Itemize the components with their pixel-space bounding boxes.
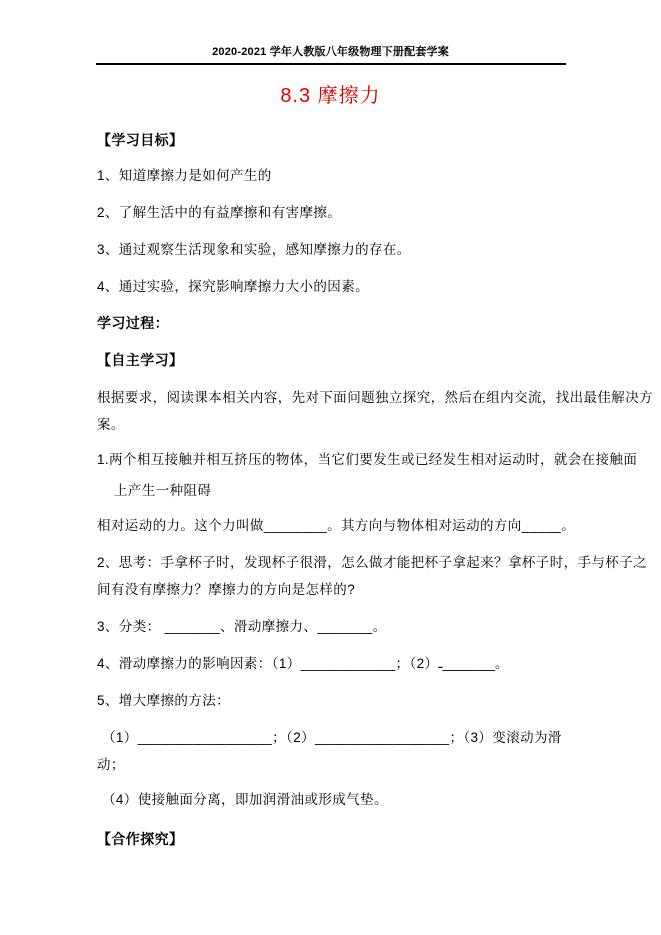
q4-line: 4、滑动摩擦力的影响因素：（1）____________；（2）ـ_______。 (97, 656, 509, 671)
q2-line-1: 2、思考：手拿杯子时，发现杯子很滑，怎么做才能把杯子拿起来？拿杯子时，手与杯子之 (97, 555, 648, 570)
q1-line-2: 上产生一种阻碍 (114, 483, 212, 498)
page-header: 2020-2021 学年人教版八年级物理下册配套学案 (212, 46, 449, 58)
self-study-heading: 【自主学习】 (97, 352, 184, 368)
goal-item-4: 4、通过实验，探究影响摩擦力大小的因素。 (97, 279, 370, 294)
intro-line-1: 根据要求，阅读课本相关内容，先对下面问题独立探究，然后在组内交流，找出最佳解决方 (97, 390, 653, 405)
goal-item-1: 1、知道摩擦力是如何产生的 (97, 168, 272, 183)
q5-heading: 5、增大摩擦的方法： (97, 693, 231, 708)
goal-item-3: 3、通过观察生活现象和实验，感知摩擦力的存在。 (97, 242, 411, 257)
goal-item-2: 2、了解生活中的有益摩擦和有害摩擦。 (97, 205, 342, 220)
q5-line-1: （1）_________________；（2）_________________；（3）变滚动为滑 (102, 730, 562, 745)
q5-line-2: 动； (97, 757, 125, 772)
intro-line-2: 案。 (97, 417, 125, 432)
q1-line-3: 相对运动的力。这个力叫做________。其方向与物体相对运动的方向_____。 (97, 518, 576, 533)
page-title: 8.3 摩擦力 (280, 85, 381, 107)
header-divider (96, 63, 566, 65)
q2-line-2: 间有没有摩擦力？摩擦力的方向是怎样的? (97, 582, 356, 597)
goals-heading: 【学习目标】 (97, 132, 184, 148)
q3-line: 3、分类： _______、滑动摩擦力、_______。 (97, 619, 387, 634)
cooperation-heading: 【合作探究】 (97, 831, 184, 847)
process-heading: 学习过程： (97, 315, 169, 331)
q5-line-3: （4）使接触面分离，即加润滑油或形成气垫。 (102, 792, 388, 807)
q1-line-1: 1.两个相互接触并相互挤压的物体，当它们要发生或已经发生相对运动时，就会在接触面 (97, 452, 638, 467)
